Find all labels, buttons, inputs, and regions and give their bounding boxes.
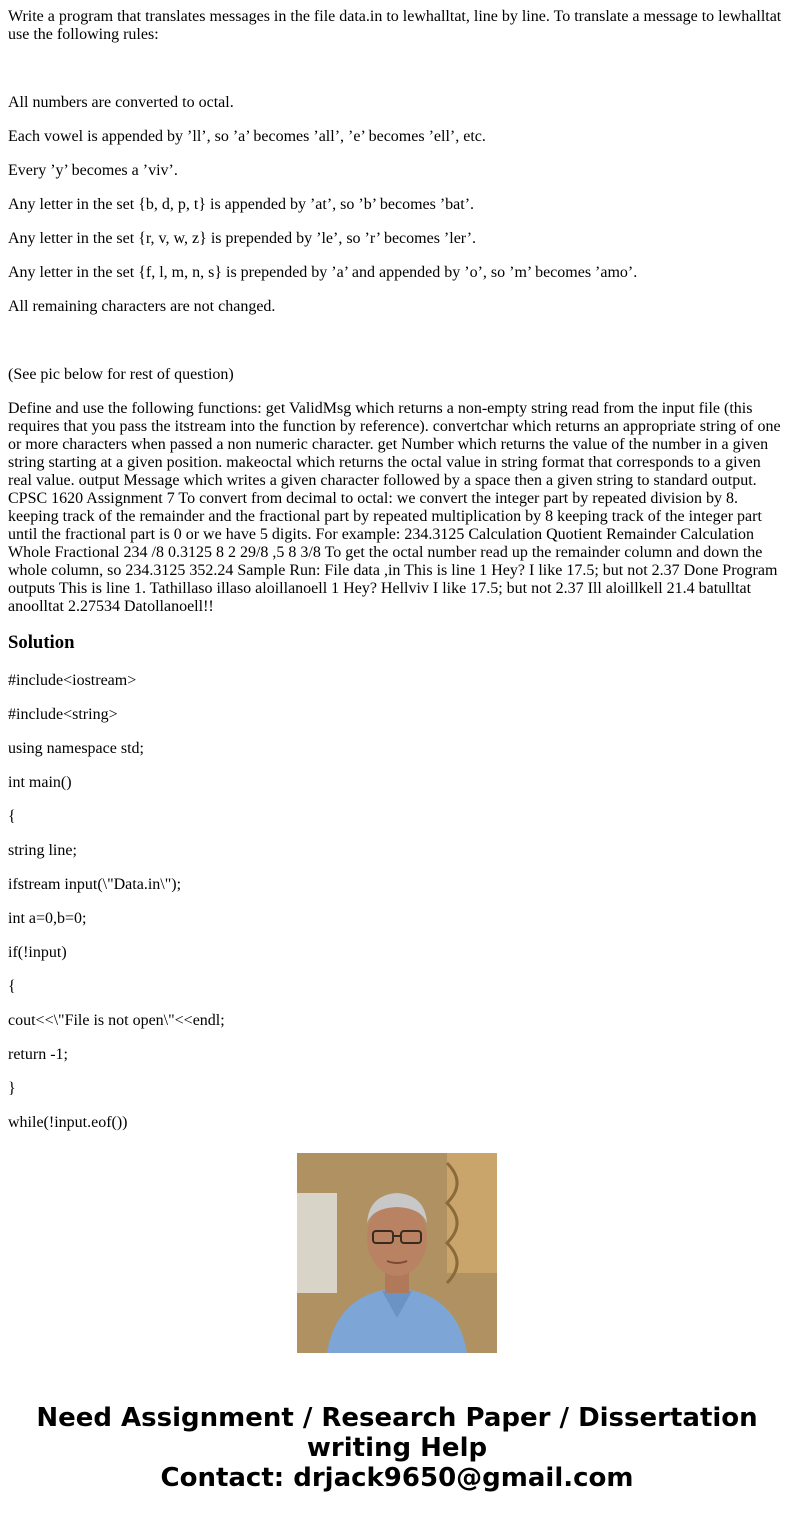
tutor-avatar xyxy=(297,1153,497,1353)
tutor-photo-icon xyxy=(297,1153,497,1353)
code-line: ifstream input(\"Data.in\"); xyxy=(8,876,182,893)
rule-item: All numbers are converted to octal. xyxy=(8,94,234,111)
code-line: int a=0,b=0; xyxy=(8,910,87,927)
code-line: return -1; xyxy=(8,1046,68,1063)
rule-item: Every ’y’ becomes a ’viv’. xyxy=(8,162,178,179)
rule-item: Any letter in the set {f, l, m, n, s} is prepended by ’a’ and appended by ’o’, so ’m’ becomes ’amo’. xyxy=(8,264,638,281)
code-line: { xyxy=(8,808,16,825)
code-line: string line; xyxy=(8,842,77,859)
question-details: Define and use the following functions: get ValidMsg which returns a non-empty string read from the input file (this requires that you pass the itstream into the function by reference). convertchar which returns an appropriate string of one or more characters when passed a non numeric character. get Number which returns the value of the number in a given string starting at a given position. makeoctal which returns the octal value in string format that corresponds to a given real value. output Message which writes a given character followed by a space then a given string to standard output. CPSC 1620 Assignment 7 To convert from decimal to octal: we convert the integer part by repeated division by 8. keeping track of the remainder and the fractional part by repeated multiplication by 8 keeping track of the integer part until the fractional part is 0 or we have 5 digits. For example: 234.3125 Calculation Quotient Remainder Calculation Whole Fractional 234 /8 0.3125 8 2 29/8 ,5 8 3/8 To get the octal number read up the remainder column and down the whole column, so 234.3125 352.24 Sample Run: File data ,in This is line 1 Hey? I like 17.5; but not 2.37 Done Program outputs This is line 1. Tathillaso illaso aloillanoell 1 Hey? Hellviv I like 17.5; but not 2.37 Ill aloillkell 21.4 batulltat anoolltat 2.27534 Datollanoell!! xyxy=(8,400,781,615)
code-line: while(!input.eof()) xyxy=(8,1114,128,1131)
footer-line: writing Help xyxy=(306,1433,488,1463)
code-line: if(!input) xyxy=(8,944,67,961)
rule-item: Any letter in the set {b, d, p, t} is appended by ’at’, so ’b’ becomes ’bat’. xyxy=(8,196,475,213)
solution-code xyxy=(8,672,786,1131)
footer-line: Need Assignment / Research Paper / Dissertation xyxy=(36,1403,758,1433)
code-line: using namespace std; xyxy=(8,740,144,757)
code-line: } xyxy=(8,1080,16,1097)
spacer xyxy=(8,60,786,94)
solution-heading: Solution xyxy=(8,632,75,653)
rule-item: All remaining characters are not changed. xyxy=(8,298,276,315)
code-line: #include<iostream> xyxy=(8,672,137,689)
see-pic-note: (See pic below for rest of question) xyxy=(8,366,234,383)
question-intro: Write a program that translates messages in the file data.in to lewhalltat, line by line. To translate a message to lewhalltat use the following rules: xyxy=(8,8,782,43)
rule-item: Any letter in the set {r, v, w, z} is prepended by ’le’, so ’r’ becomes ’ler’. xyxy=(8,230,477,247)
footer-contact: Contact: drjack9650@gmail.com xyxy=(160,1463,634,1493)
code-line: { xyxy=(8,978,16,995)
code-line: #include<string> xyxy=(8,706,118,723)
code-line: int main() xyxy=(8,774,72,791)
spacer xyxy=(8,332,786,366)
rule-item: Each vowel is appended by ’ll’, so ’a’ becomes ’all’, ’e’ becomes ’ell’, etc. xyxy=(8,128,486,145)
code-line: cout<<\"File is not open\"<<endl; xyxy=(8,1012,225,1029)
question-document xyxy=(8,8,786,1131)
footer-banner xyxy=(0,1403,794,1493)
